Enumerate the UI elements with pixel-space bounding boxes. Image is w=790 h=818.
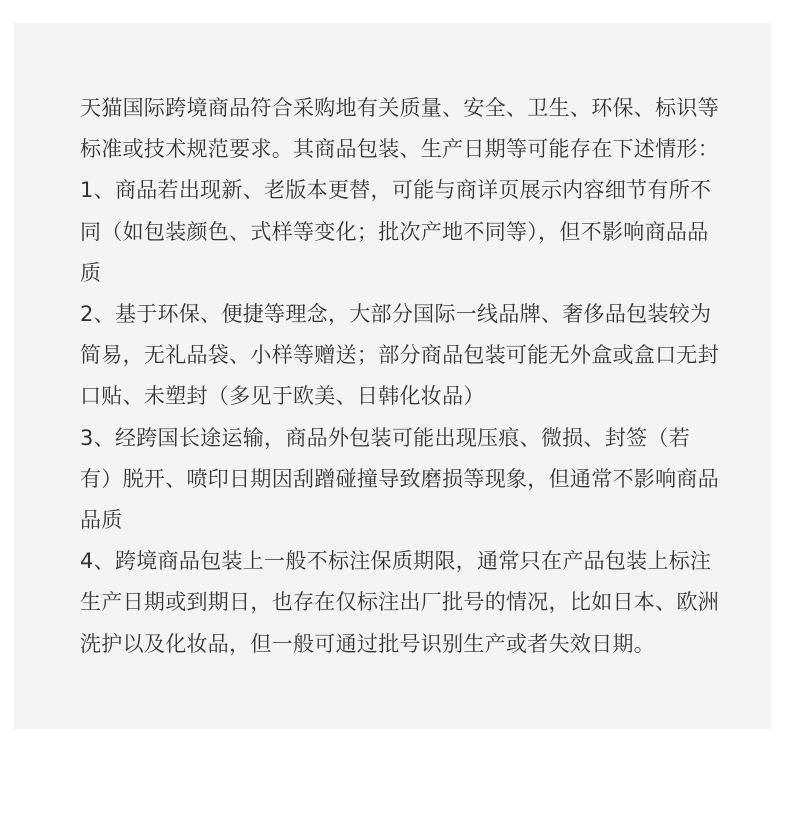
notice-item-4: 4、跨境商品包装上一般不标注保质期限，通常只在产品包装上标注生产日期或到期日，也存在仅标注出厂批号的情况，比如日本、欧洲洗护以及化妆品，但一般可通过批号识别生产或者失效日期。 <box>80 549 719 656</box>
notice-item-2: 2、基于环保、便捷等理念，大部分国际一线品牌、奢侈品包装较为简易，无礼品袋、小样等赠送；部分商品包装可能无外盒或盒口无封口贴、未塑封（多见于欧美、日韩化妆品） <box>80 302 719 409</box>
notice-body <box>80 88 720 665</box>
notice-intro: 天猫国际跨境商品符合采购地有关质量、安全、卫生、环保、标识等标准或技术规范要求。其商品包装、生产日期等可能存在下述情形： <box>80 96 719 162</box>
notice-item-3: 3、经跨国长途运输，商品外包装可能出现压痕、微损、封签（若有）脱开、喷印日期因刮蹭碰撞导致磨损等现象，但通常不影响商品品质 <box>80 425 719 533</box>
notice-panel <box>14 23 771 729</box>
notice-item-1: 1、商品若出现新、老版本更替，可能与商详页展示内容细节有所不同（如包装颜色、式样等变化；批次产地不同等），但不影响商品品质 <box>80 178 712 285</box>
